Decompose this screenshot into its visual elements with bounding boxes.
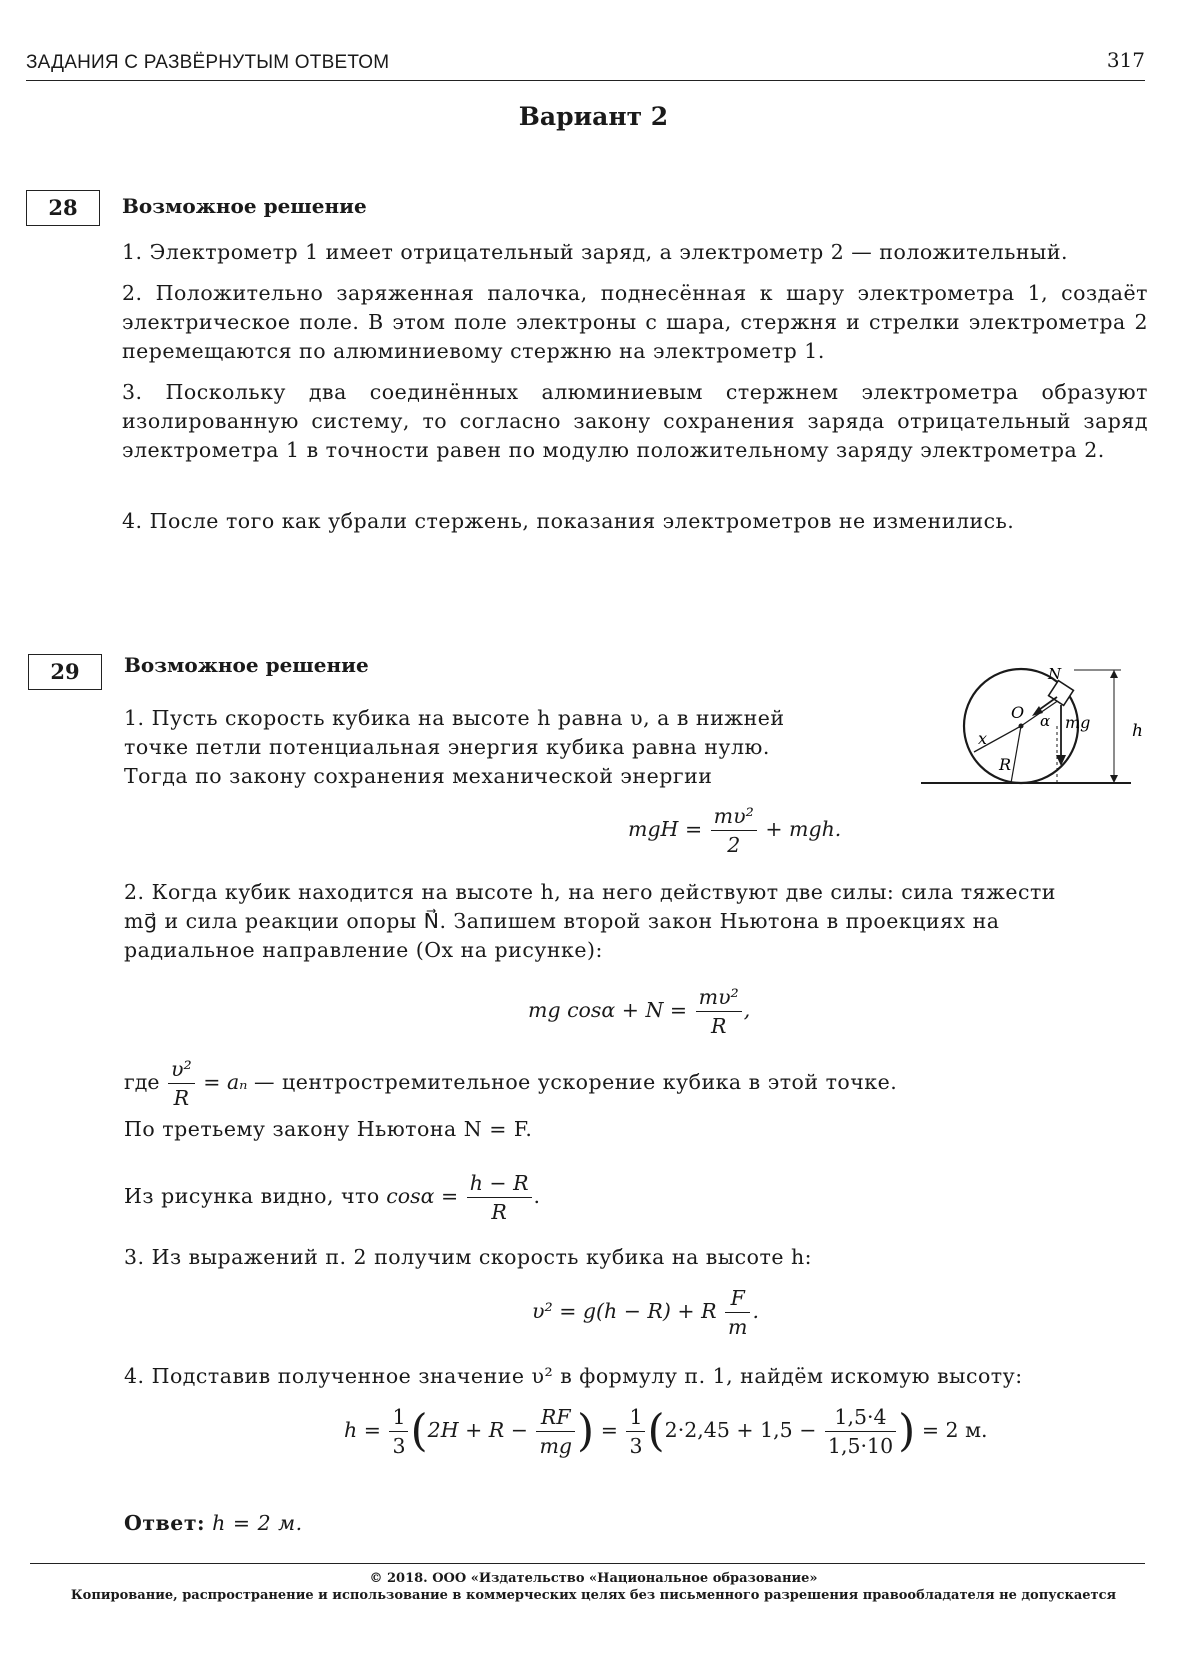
formula-newton2-denominator: R — [710, 1014, 727, 1038]
label-x: x — [978, 729, 988, 748]
cos-alpha-line — [124, 1170, 540, 1225]
running-header: ЗАДАНИЯ С РАЗВЁРНУТЫМ ОТВЕТОМ — [26, 52, 390, 73]
formula-newton2-numerator: mυ² — [696, 984, 742, 1012]
f4-third-2-numerator: 1 — [626, 1404, 645, 1432]
label-h: h — [1132, 721, 1143, 741]
where-equals: = aₙ — [203, 1070, 248, 1094]
footer-rule — [30, 1563, 1145, 1564]
task-29-step-1-line-2: точке петли потенциальная энергия кубика равна нулю. — [124, 735, 770, 759]
formula-energy — [628, 803, 841, 858]
footer-copyright: © 2018. ООО «Издательство «Национальное образование» — [369, 1571, 818, 1586]
label-R: R — [999, 755, 1012, 774]
newton-third-law: По третьему закону Ньютона N = F. — [124, 1117, 533, 1141]
f4-close-paren-1: ) — [577, 1405, 595, 1457]
variant-title: Вариант 2 — [518, 102, 669, 131]
cos-numerator: h − R — [467, 1170, 532, 1198]
height-arrow-up — [1110, 670, 1118, 678]
f4-inner-2: 2·2,45 + 1,5 − — [664, 1418, 817, 1442]
where-denominator: R — [173, 1086, 190, 1110]
f4-third-2 — [626, 1404, 645, 1459]
where-text: — центростремительное ускорение кубика в этой точке. — [254, 1070, 898, 1094]
formula-height — [344, 1404, 988, 1459]
f4-open-paren-1: ( — [410, 1405, 428, 1457]
formula-energy-left: mgH = — [628, 817, 703, 841]
f4-equals: = — [600, 1418, 618, 1442]
answer-line — [124, 1511, 303, 1535]
task-29-step-2-line-3: радиальное направление (Ox на рисунке): — [124, 938, 603, 962]
task-28-heading: Возможное решение — [122, 194, 367, 218]
cube — [1049, 681, 1074, 706]
f4-open-paren-2: ( — [647, 1405, 665, 1457]
f4-rf-denominator: mg — [539, 1434, 573, 1458]
task-29-heading: Возможное решение — [124, 653, 369, 677]
formula-velocity — [532, 1285, 759, 1340]
f4-h: h = — [344, 1418, 381, 1442]
formula-velocity-left: υ² = g(h − R) + R — [532, 1299, 717, 1323]
f4-third-numerator: 1 — [389, 1404, 408, 1432]
label-mg: mg — [1065, 713, 1091, 732]
f4-third-2-denominator: 3 — [629, 1434, 643, 1458]
task-28-number: 28 — [26, 190, 100, 226]
task-29-step-1-line-1: 1. Пусть скорость кубика на высоте h равна υ, а в нижней — [124, 706, 785, 730]
task-29-number: 29 — [28, 654, 102, 690]
cos-tail: . — [533, 1184, 541, 1208]
f4-result: = 2 м. — [921, 1418, 988, 1442]
f4-close-paren-2: ) — [898, 1405, 916, 1457]
f4-num-numerator: 1,5·4 — [825, 1404, 896, 1432]
task-29-step-2-line-1: 2. Когда кубик находится на высоте h, на него действуют две силы: сила тяжести — [124, 880, 1056, 904]
cos-fraction — [467, 1170, 532, 1225]
formula-energy-numerator: mυ² — [711, 803, 757, 831]
f4-rf-numerator: RF — [536, 1404, 575, 1432]
f4-num-fraction — [825, 1404, 896, 1459]
page-number: 317 — [1106, 48, 1145, 72]
task-29-step-4: 4. Подставив полученное значение υ² в формулу п. 1, найдём искомую высоту: — [124, 1364, 1023, 1388]
task-28-step-1: 1. Электрометр 1 имеет отрицательный заряд, а электрометр 2 — положительный. — [122, 240, 1069, 264]
task-29-step-3: 3. Из выражений п. 2 получим скорость кубика на высоте h: — [124, 1245, 813, 1269]
f4-third-denominator: 3 — [392, 1434, 406, 1458]
formula-newton2-tail: , — [743, 998, 751, 1022]
task-28-step-3: 3. Поскольку два соединённых алюминиевым стержнем электрометра образуют изолированную систему, то согласно закону сохранения заряда отрицательный заряд электрометра 1 в точности равен по модулю положительному заряду электрометра 2. — [122, 380, 1148, 462]
centripetal-line — [124, 1056, 897, 1111]
task-28-step-2: 2. Положительно заряженная палочка, поднесённая к шару электрометра 1, создаёт электрическое поле. В этом поле электроны с шара, стержня и стрелки электрометра 2 перемещаются по алюминиевому стержню на электрометр 1. — [122, 281, 1148, 363]
f4-third — [389, 1404, 408, 1459]
footer-notice: Копирование, распространение и использование в коммерческих целях без письменного разрешения правообладателя не допускается — [70, 1588, 1117, 1603]
formula-newton2-left: mg cosα + N = — [528, 998, 688, 1022]
f4-inner-1: 2H + R − — [427, 1418, 528, 1442]
radius-down-line — [1011, 726, 1021, 783]
formula-velocity-tail: . — [752, 1299, 760, 1323]
formula-velocity-numerator: F — [725, 1285, 750, 1313]
where-numerator: υ² — [168, 1056, 195, 1084]
loop-figure — [916, 660, 1156, 790]
cos-denominator: R — [491, 1200, 507, 1224]
header-rule — [26, 80, 1145, 81]
f4-num-denominator: 1,5·10 — [827, 1434, 894, 1458]
cos-left: cosα = — [386, 1184, 459, 1208]
formula-newton2 — [528, 984, 750, 1039]
where-word: где — [124, 1070, 160, 1094]
cos-text: Из рисунка видно, что — [124, 1184, 380, 1208]
task-29-step-1-line-3: Тогда по закону сохранения механической энергии — [124, 764, 713, 788]
formula-newton2-fraction — [696, 984, 742, 1039]
task-28-step-4: 4. После того как убрали стержень, показания электрометров не изменились. — [122, 509, 1015, 533]
formula-energy-right: + mgh. — [765, 817, 842, 841]
task-29-step-2-line-2: mg⃗ и сила реакции опоры N⃗. Запишем второй закон Ньютона в проекциях на — [124, 909, 1000, 933]
where-fraction — [168, 1056, 195, 1111]
formula-velocity-denominator: m — [728, 1315, 748, 1339]
label-O: O — [1011, 703, 1025, 722]
answer-label: Ответ: — [124, 1511, 206, 1535]
formula-energy-fraction — [711, 803, 757, 858]
formula-energy-denominator: 2 — [727, 833, 741, 857]
label-N: N — [1048, 665, 1062, 683]
label-alpha: α — [1040, 712, 1051, 730]
formula-velocity-fraction — [725, 1285, 750, 1340]
height-arrow-down — [1110, 775, 1118, 783]
answer-value: h = 2 м. — [212, 1511, 303, 1535]
f4-rf-fraction — [536, 1404, 575, 1459]
